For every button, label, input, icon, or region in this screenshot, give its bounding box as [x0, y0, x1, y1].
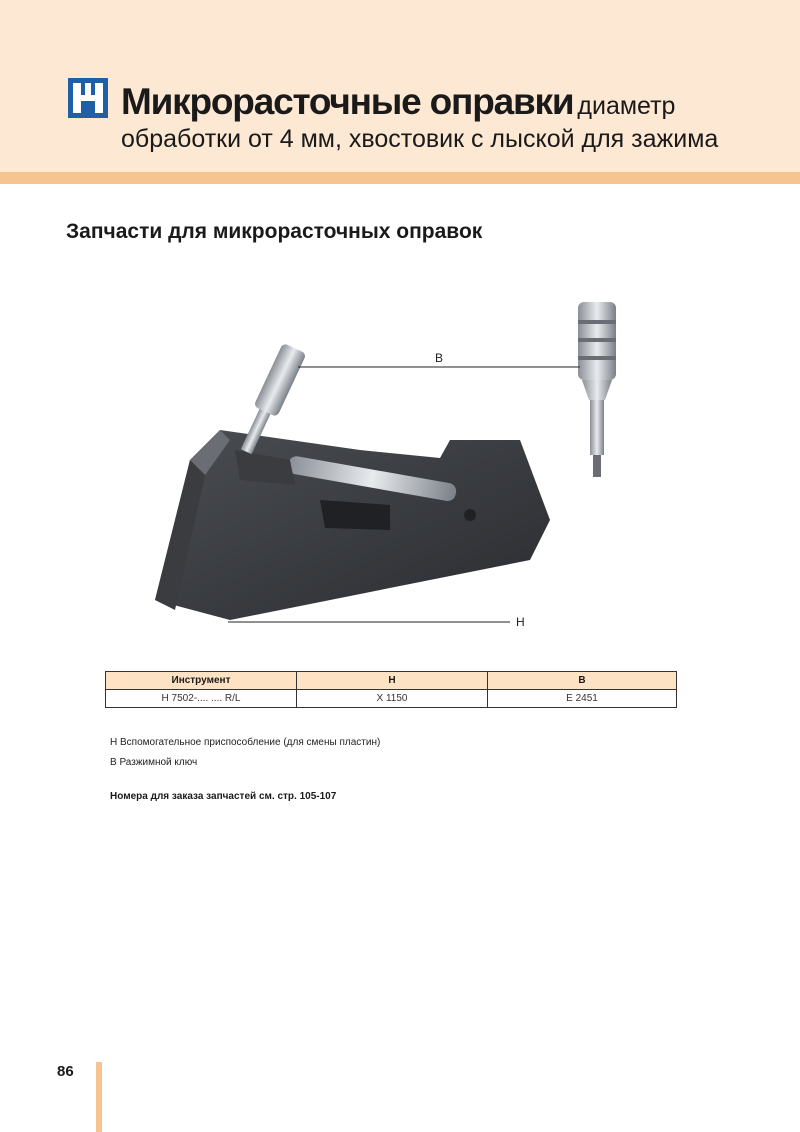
page-number: 86 [57, 1063, 74, 1080]
parts-table [105, 671, 677, 708]
legend [110, 733, 380, 773]
tool-illustration [150, 290, 650, 630]
table-header-row [106, 672, 677, 690]
page-number-bar [96, 1062, 102, 1132]
legend-item-h: H Вспомогательное приспособление (для смены пластин) [110, 737, 381, 748]
table-row [106, 690, 677, 708]
fixture-h [155, 430, 550, 620]
wrench-in-fixture [241, 343, 307, 454]
section-heading: Запчасти для микрорасточных оправок [66, 220, 483, 243]
page-title-bold: Микрорасточные оправки [121, 81, 574, 122]
column-header-h: H [297, 672, 488, 690]
column-header-tool: Инструмент [106, 672, 297, 690]
wrench-b [578, 302, 616, 477]
legend-item-b: B Разжимной ключ [110, 757, 198, 768]
brand-logo-icon [68, 78, 108, 118]
column-header-b: B [488, 672, 677, 690]
callout-label-b: B [435, 351, 444, 365]
callout-label-h: H [516, 615, 525, 629]
page-subtitle: обработки от 4 мм, хвостовик с лыской для зажима [121, 125, 719, 153]
page-title-rest: диаметр [577, 92, 676, 120]
order-note: Номера для заказа запчастей см. стр. 105-107 [110, 791, 337, 802]
table-cell-h: X 1150 [297, 690, 488, 708]
header-stripe [0, 172, 800, 184]
page-title [121, 80, 675, 128]
table-cell-b: E 2451 [488, 690, 677, 708]
table-cell-tool: H 7502-.... .... R/L [106, 690, 297, 708]
